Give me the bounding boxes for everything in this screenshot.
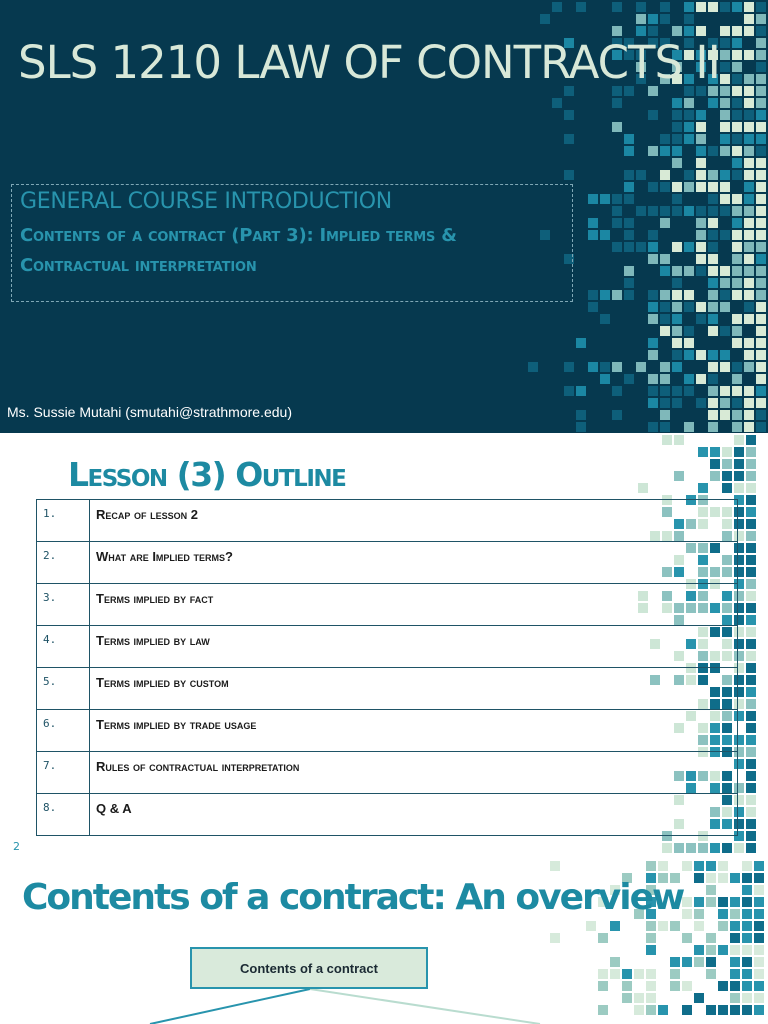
overview-slide [0,859,768,1024]
table-row [37,668,738,710]
row-number: 4. [37,626,90,668]
outline-slide [0,433,768,859]
table-row [37,542,738,584]
row-text: Terms implied by law [90,626,738,668]
row-text: Rules of contractual interpretation [90,752,738,794]
subtitle-general-intro: GENERAL COURSE INTRODUCTION [20,189,392,214]
row-text: Q & A [90,794,738,836]
page-number: 2 [13,840,20,853]
table-row [37,584,738,626]
row-number: 5. [37,668,90,710]
row-number: 6. [37,710,90,752]
row-number: 3. [37,584,90,626]
table-row [37,500,738,542]
overview-heading: Contents of a contract: An overview [22,877,684,918]
table-row [37,794,738,836]
table-row [37,710,738,752]
connector-line-left [150,989,310,1024]
contents-of-contract-box: Contents of a contract [190,947,428,989]
row-text: Terms implied by fact [90,584,738,626]
course-title: SLS 1210 LAW OF CONTRACTS II [18,36,720,89]
author-line: Ms. Sussie Mutahi (smutahi@strathmore.edu) [7,404,292,420]
outline-heading: Lesson (3) Outline [68,455,346,494]
table-row [37,626,738,668]
outline-table [36,499,738,836]
row-number: 2. [37,542,90,584]
row-text: Terms implied by trade usage [90,710,738,752]
row-number: 1. [37,500,90,542]
row-text: Terms implied by custom [90,668,738,710]
table-row [37,752,738,794]
connector-line-right [310,989,540,1024]
diagram-connector-lines [0,859,768,1024]
row-number: 8. [37,794,90,836]
subtitle-topic: Contents of a contract (Part 3): Implied terms & Contractual interpretation [20,225,457,276]
subtitle-textbox [11,184,573,302]
row-number: 7. [37,752,90,794]
row-text: Recap of lesson 2 [90,500,738,542]
row-text: What are Implied terms? [90,542,738,584]
title-slide [0,0,768,433]
